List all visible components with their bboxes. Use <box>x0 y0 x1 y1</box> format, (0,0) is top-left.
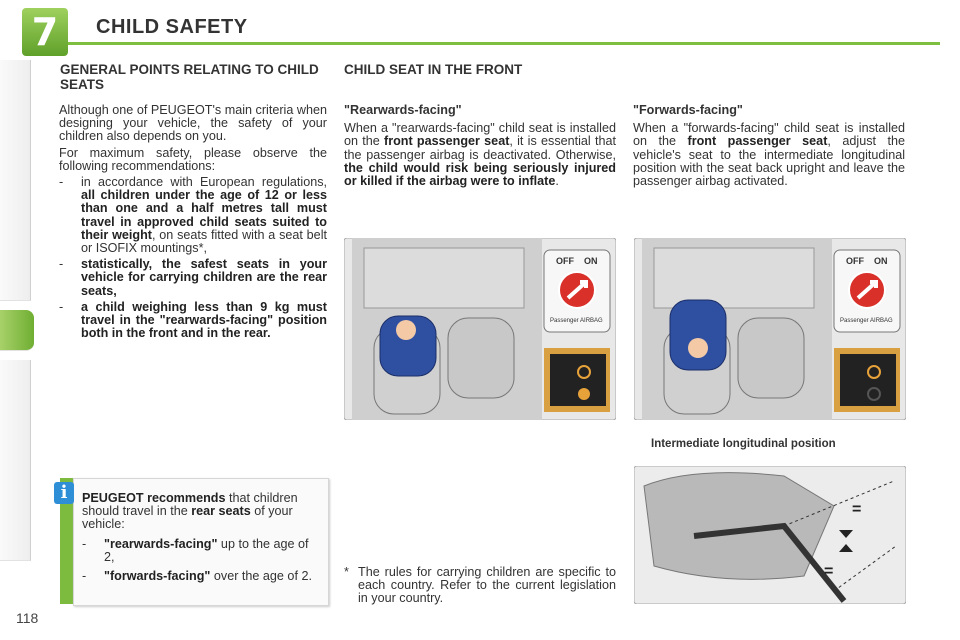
chapter-tab <box>0 440 31 481</box>
chapter-number: 7 <box>22 8 68 56</box>
switch-off-label: OFF <box>556 256 574 266</box>
info-icon: i <box>54 482 74 504</box>
equal-mark: = <box>824 563 834 580</box>
forwards-illustration <box>634 238 906 420</box>
chapter-tab <box>0 140 31 181</box>
switch-label: Passenger AIRBAG <box>550 318 603 324</box>
footnote: * The rules for carrying children are specific to each country. Refer to the current legislation in your country. <box>344 565 616 606</box>
list-item: - in accordance with European regulations, all children under the age of 12 or less than one and a half metres tall must travel in approved child seats suited to their weight, on seats fitted with a seat belt or ISOFIX mountings*, <box>59 175 327 256</box>
rearwards-title: "Rearwards-facing" <box>344 103 462 117</box>
list-item: - "forwards-facing" over the age of 2. <box>82 569 312 584</box>
airbag-on-indicator-icon <box>578 388 590 400</box>
rearwards-illustration <box>344 238 616 420</box>
figure-caption: Intermediate longitudinal position <box>651 438 836 450</box>
general-heading-block <box>60 62 320 92</box>
child-seat-shape <box>670 300 726 370</box>
chapter-tab-active <box>0 310 34 351</box>
chapter-tab <box>0 400 31 441</box>
seat-rail-illustration <box>634 466 906 604</box>
forwards-block <box>633 104 905 188</box>
chapter-tab <box>0 520 31 561</box>
front-heading-block <box>344 62 522 77</box>
chapter-tab <box>0 220 31 261</box>
switch-on-label: ON <box>874 256 888 266</box>
list-item: - "rearwards-facing" up to the age of 2, <box>82 536 309 564</box>
switch-on-label: ON <box>584 256 598 266</box>
list-item: - a child weighing less than 9 kg must travel in the "rearwards-facing" position both in the front and in the rear. <box>59 299 327 341</box>
forwards-title: "Forwards-facing" <box>633 103 743 117</box>
seat-cushion <box>644 473 834 580</box>
rearwards-text: When a "rearwards-facing" child seat is installed on the front passenger seat, it is essential that the passenger airbag is deactivated. Otherwise, the child would risk being seriously injured or killed if the airbag were to inflate. <box>344 121 616 189</box>
chapter-tab <box>0 360 31 401</box>
info-text <box>82 492 322 583</box>
rearwards-block <box>344 104 616 188</box>
switch-off-label: OFF <box>846 256 864 266</box>
header-rule <box>60 42 940 45</box>
section-heading: CHILD SEAT IN THE FRONT <box>344 62 523 77</box>
info-recommend: PEUGEOT recommends that children should travel in the rear seats of your vehicle: <box>82 491 298 532</box>
intro-paragraph: Although one of PEUGEOT's main criteria when designing your vehicle, the safety of your children also depends on you. <box>59 103 327 144</box>
chapter-tab <box>0 260 31 301</box>
general-text <box>59 104 327 340</box>
equal-mark: = <box>852 501 862 518</box>
page-number: 118 <box>16 610 39 626</box>
chapter-tab <box>0 180 31 221</box>
chapter-tab <box>0 480 31 521</box>
page-title: CHILD SAFETY <box>96 16 248 38</box>
chapter-tab-strip <box>0 60 34 580</box>
chapter-tab <box>0 100 31 141</box>
list-item: - statistically, the safest seats in your vehicle for carrying children are the rear seats, <box>59 257 327 298</box>
switch-label: Passenger AIRBAG <box>840 318 893 324</box>
child-figure <box>688 338 708 358</box>
advice-paragraph: For maximum safety, please observe the following recommendations: <box>59 145 327 173</box>
section-heading: GENERAL POINTS RELATING TO CHILD SEATS <box>60 62 319 92</box>
child-figure <box>396 320 416 340</box>
forwards-text: When a "forwards-facing" child seat is installed on the front passenger seat, adjust the vehicle's seat to the intermediate longitudinal position with the seat back upright and leave the passenger airbag activated. <box>633 121 905 189</box>
chapter-tab <box>0 60 31 101</box>
